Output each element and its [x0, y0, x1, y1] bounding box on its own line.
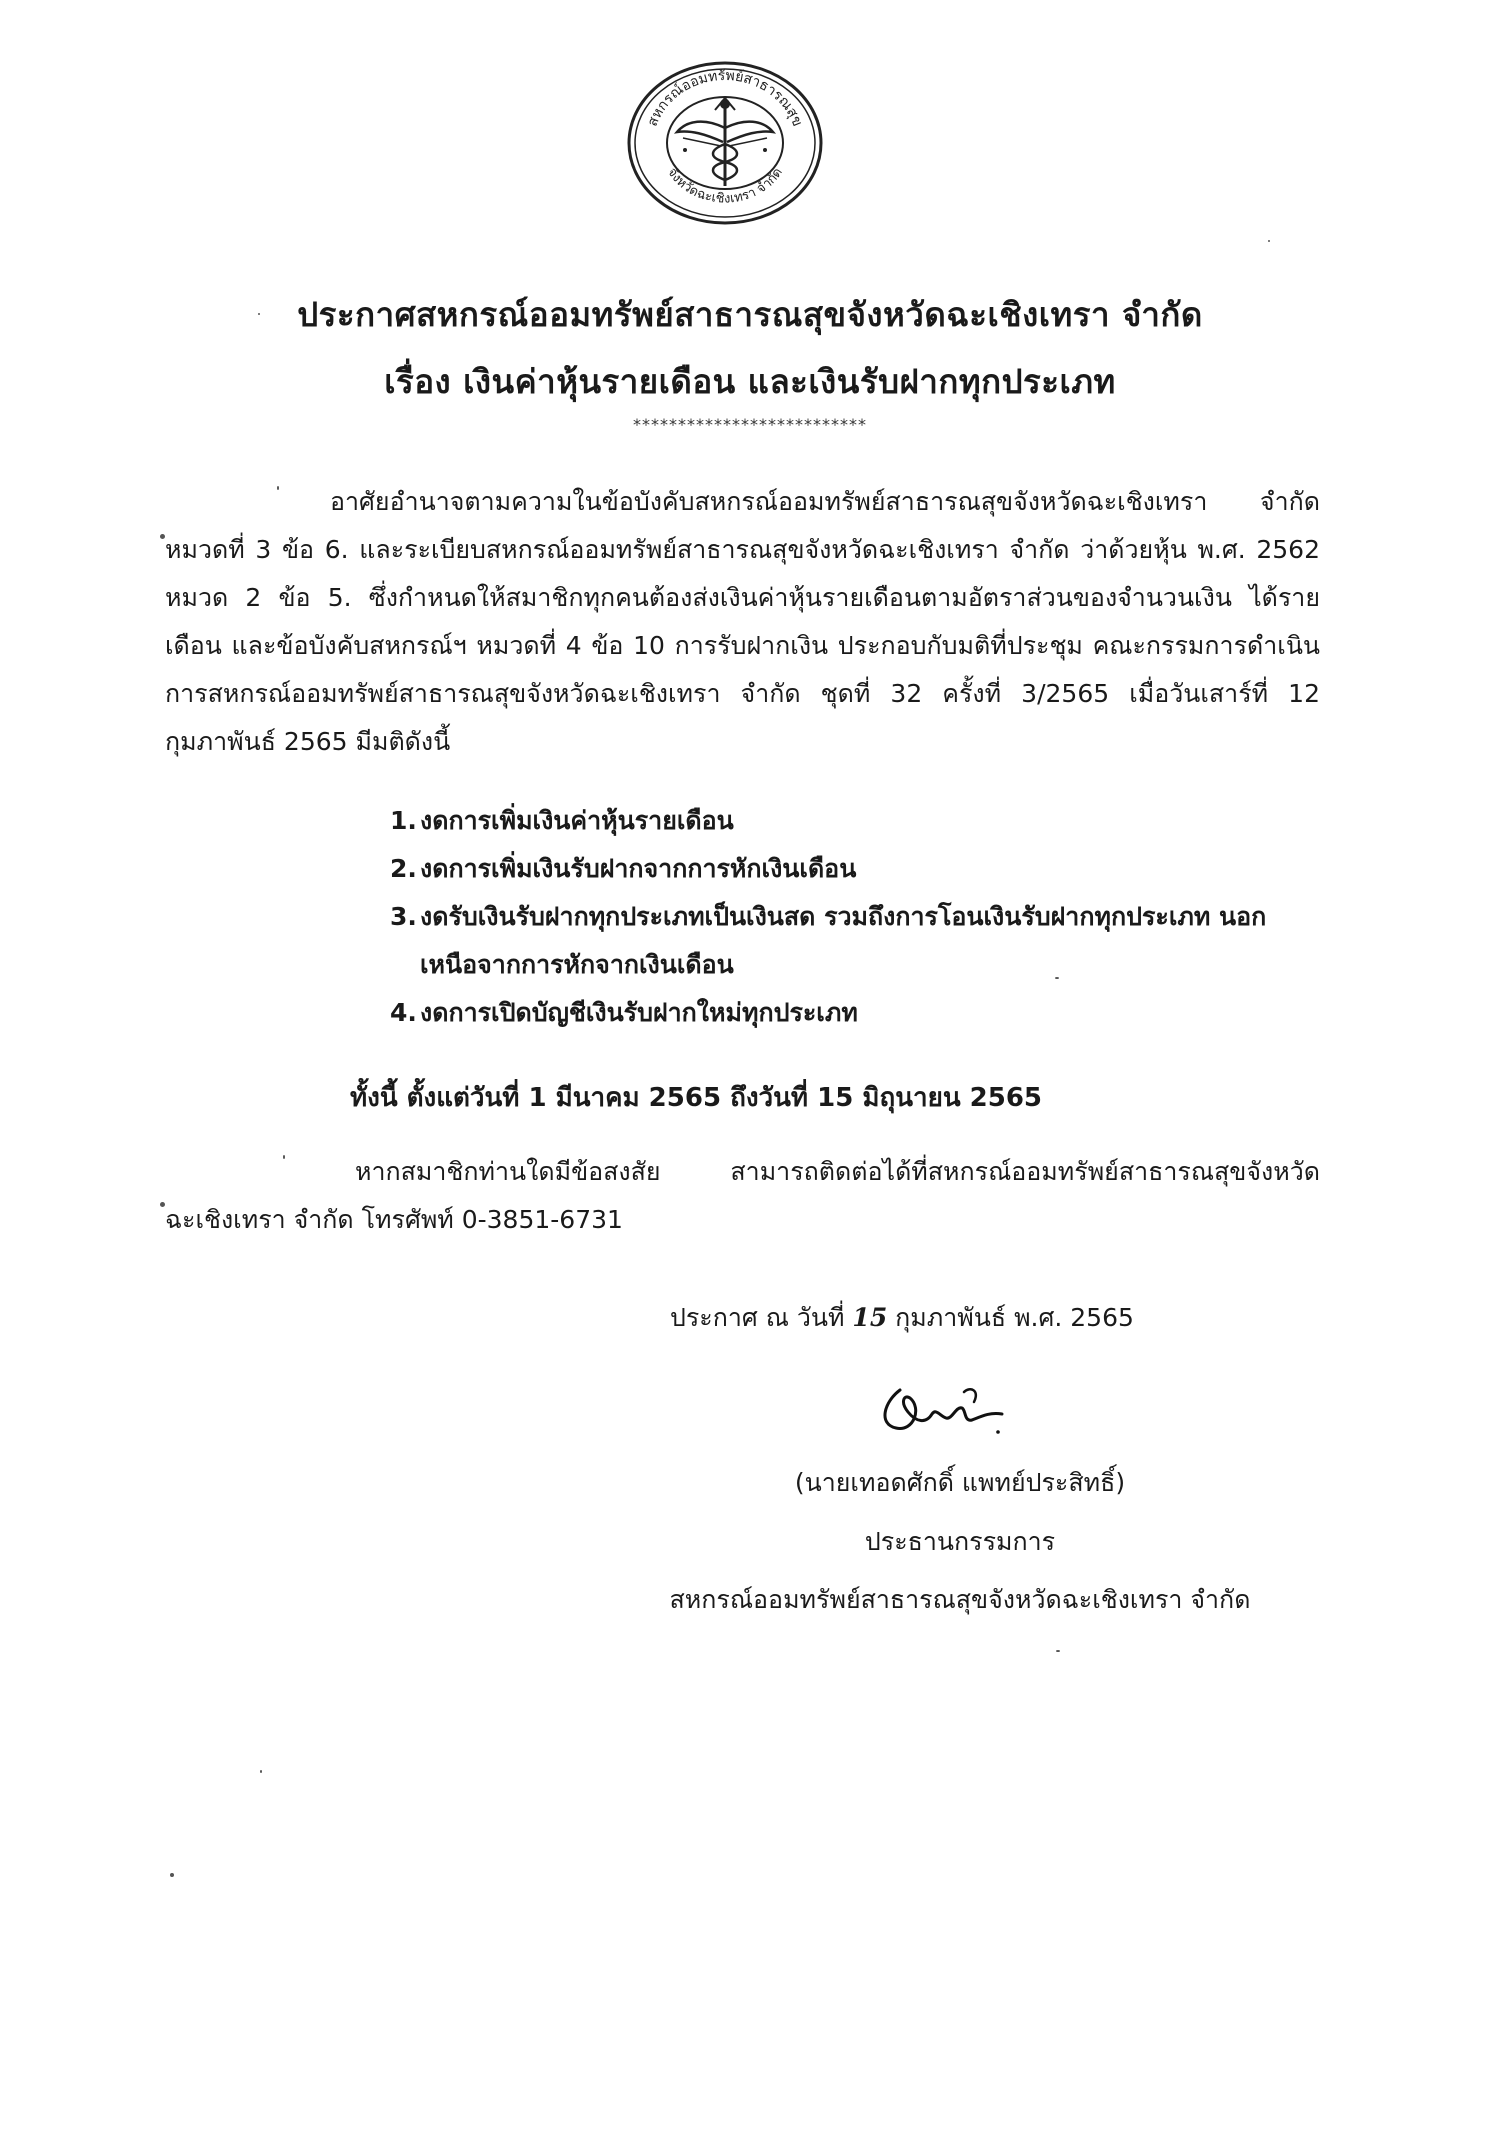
resolution-text: งดการเปิดบัญชีเงินรับฝากใหม่ทุกประเภท	[420, 998, 858, 1027]
resolution-item	[390, 893, 1320, 989]
effective-period: ทั้งนี้ ตั้งแต่วันที่ 1 มีนาคม 2565 ถึงวันที่ 15 มิถุนายน 2565	[350, 1083, 1043, 1113]
contact-paragraph	[165, 1148, 1320, 1244]
scan-speck	[283, 1155, 285, 1159]
handwritten-signature	[870, 1372, 1030, 1447]
announcement-date	[670, 1298, 1134, 1338]
scan-speck	[1055, 977, 1059, 979]
scan-speck	[258, 313, 260, 315]
resolution-number: 1.	[390, 806, 417, 835]
contact-paragraph-text: หากสมาชิกท่านใดมีข้อสงสัย สามารถติดต่อได้ที่สหกรณ์ออมทรัพย์สาธารณสุขจังหวัด ฉะเชิงเทรา จำกัด โทรศัพท์ 0-3851-6731	[165, 1157, 1320, 1234]
resolution-number: 2.	[390, 854, 417, 883]
resolution-number: 4.	[390, 998, 417, 1027]
announcement-date-suffix: กุมภาพันธ์ พ.ศ. 2565	[895, 1303, 1134, 1332]
resolution-number: 3.	[390, 902, 417, 931]
scan-speck	[1056, 1650, 1060, 1652]
announcement-subject: เรื่อง เงินค่าหุ้นรายเดือน และเงินรับฝากทุกประเภท	[384, 362, 1116, 401]
signer-role: ประธานกรรมการ	[864, 1527, 1056, 1556]
signer-organization: สหกรณ์ออมทรัพย์สาธารณสุขจังหวัดฉะเชิงเทรา จำกัด	[669, 1585, 1251, 1614]
resolution-text: งดการเพิ่มเงินรับฝากจากการหักเงินเดือน	[420, 854, 857, 883]
scan-speck	[170, 1873, 174, 1877]
resolution-item	[390, 845, 1320, 893]
announcement-day: 15	[852, 1303, 888, 1332]
cooperative-seal	[625, 58, 825, 228]
resolution-text: งดรับเงินรับฝากทุกประเภทเป็นเงินสด รวมถึงการโอนเงินรับฝากทุกประเภท นอกเหนือจากการหักจากเงินเดือน	[420, 902, 1267, 979]
title-divider: **************************	[633, 415, 867, 434]
scan-speck	[1268, 240, 1270, 242]
scan-speck	[277, 486, 279, 490]
resolution-list	[390, 797, 1320, 1037]
resolution-item	[390, 989, 1320, 1037]
announcement-date-prefix: ประกาศ ณ วันที่	[670, 1303, 845, 1332]
signer-name: (นายเทอดศักดิ์ แพทย์ประสิทธิ์)	[794, 1468, 1126, 1497]
scan-speck	[160, 1202, 165, 1207]
scan-speck	[260, 1770, 262, 1773]
authority-paragraph	[165, 478, 1320, 766]
authority-paragraph-text: อาศัยอำนาจตามความในข้อบังคับสหกรณ์ออมทรัพย์สาธารณสุขจังหวัดฉะเชิงเทรา จำกัด หมวดที่ 3 ข้อ 6. และระเบียบสหกรณ์ออมทรัพย์สาธารณสุขจังหวัดฉะเชิงเทรา จำกัด ว่าด้วยหุ้น พ.ศ. 2562 หมวด 2 ข้อ 5. ซึ่งกำหนดให้สมาชิกทุกคนต้องส่งเงินค่าหุ้นรายเดือนตามอัตราส่วนของจำนวนเงิน ได้รายเดือน และข้อบังคับสหกรณ์ฯ หมวดที่ 4 ข้อ 10 การรับฝากเงิน ประกอบกับมติที่ประชุม คณะกรรมการดำเนินการสหกรณ์ออมทรัพย์สาธารณสุขจังหวัดฉะเชิงเทรา จำกัด ชุดที่ 32 ครั้งที่ 3/2565 เมื่อวันเสาร์ที่ 12 กุมภาพันธ์ 2565 มีมติดังนี้	[165, 487, 1320, 756]
resolution-item	[390, 797, 1320, 845]
svg-text:จังหวัดฉะเชิงเทรา จำกัด: จังหวัดฉะเชิงเทรา จำกัด	[664, 165, 786, 207]
svg-text:สหกรณ์ออมทรัพย์สาธารณสุข: สหกรณ์ออมทรัพย์สาธารณสุข	[644, 67, 806, 129]
announcement-title: ประกาศสหกรณ์ออมทรัพย์สาธารณสุขจังหวัดฉะเชิงเทรา จำกัด	[297, 295, 1203, 334]
scan-speck	[160, 534, 165, 539]
resolution-text: งดการเพิ่มเงินค่าหุ้นรายเดือน	[420, 806, 734, 835]
